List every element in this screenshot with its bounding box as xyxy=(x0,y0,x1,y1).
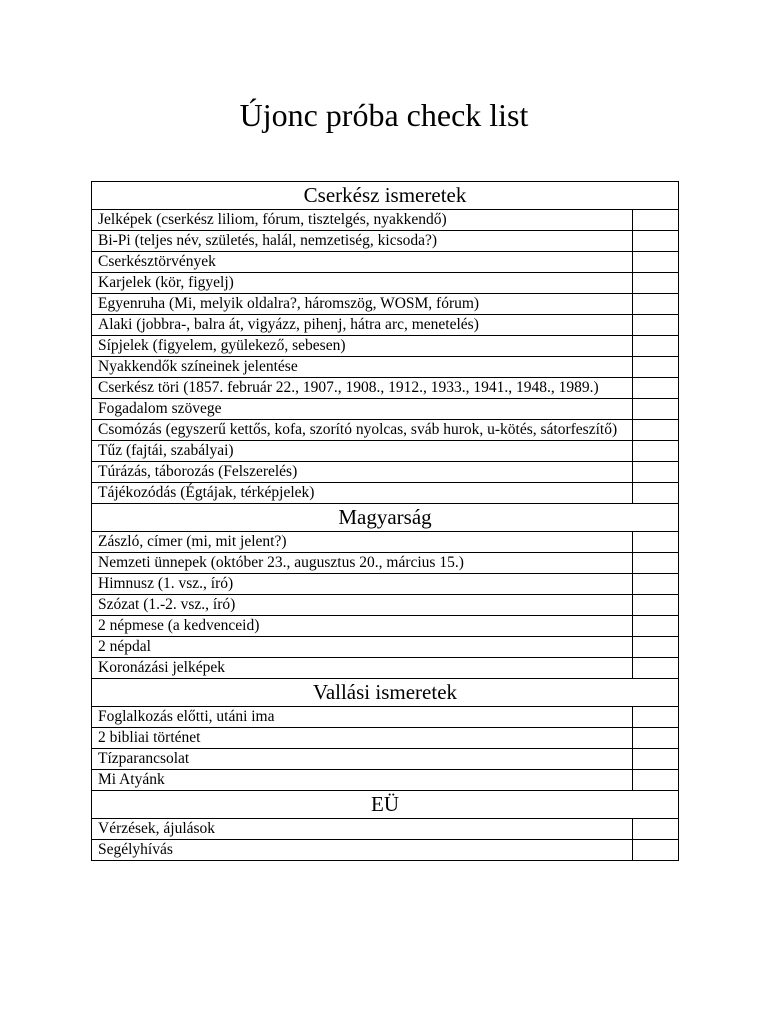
check-box[interactable] xyxy=(633,378,679,399)
check-box[interactable] xyxy=(633,749,679,770)
item-label: Bi-Pi (teljes név, születés, halál, nemzetiség, kicsoda?) xyxy=(92,231,633,252)
table-row xyxy=(92,728,679,749)
table-row xyxy=(92,315,679,336)
table-row xyxy=(92,294,679,315)
checklist-table xyxy=(91,181,679,861)
check-box[interactable] xyxy=(633,728,679,749)
check-box[interactable] xyxy=(633,616,679,637)
item-label: Tűz (fajtái, szabályai) xyxy=(92,441,633,462)
section-header-row xyxy=(92,679,679,707)
item-label: Túrázás, táborozás (Felszerelés) xyxy=(92,462,633,483)
check-box[interactable] xyxy=(633,483,679,504)
table-row xyxy=(92,399,679,420)
check-box[interactable] xyxy=(633,574,679,595)
check-box[interactable] xyxy=(633,770,679,791)
page-title: Újonc próba check list xyxy=(239,97,529,133)
check-box[interactable] xyxy=(633,819,679,840)
section-header-row xyxy=(92,504,679,532)
check-box[interactable] xyxy=(633,441,679,462)
check-box[interactable] xyxy=(633,273,679,294)
check-box[interactable] xyxy=(633,294,679,315)
item-label: 2 bibliai történet xyxy=(92,728,633,749)
item-label: 2 népdal xyxy=(92,637,633,658)
item-label: Nemzeti ünnepek (október 23., augusztus 20., március 15.) xyxy=(92,553,633,574)
item-label: Himnusz (1. vsz., író) xyxy=(92,574,633,595)
table-row xyxy=(92,595,679,616)
table-row xyxy=(92,532,679,553)
item-label: Vérzések, ájulások xyxy=(92,819,633,840)
table-row xyxy=(92,336,679,357)
check-box[interactable] xyxy=(633,840,679,861)
table-row xyxy=(92,210,679,231)
check-box[interactable] xyxy=(633,231,679,252)
check-box[interactable] xyxy=(633,658,679,679)
check-box[interactable] xyxy=(633,553,679,574)
item-label: Fogadalom szövege xyxy=(92,399,633,420)
table-row xyxy=(92,483,679,504)
item-label: Foglalkozás előtti, utáni ima xyxy=(92,707,633,728)
table-row xyxy=(92,574,679,595)
table-row xyxy=(92,616,679,637)
table-row xyxy=(92,231,679,252)
item-label: Alaki (jobbra-, balra át, vigyázz, pihenj, hátra arc, menetelés) xyxy=(92,315,633,336)
table-row xyxy=(92,749,679,770)
check-box[interactable] xyxy=(633,595,679,616)
table-row xyxy=(92,378,679,399)
check-box[interactable] xyxy=(633,420,679,441)
section-header-row xyxy=(92,791,679,819)
table-row xyxy=(92,770,679,791)
check-box[interactable] xyxy=(633,315,679,336)
check-box[interactable] xyxy=(633,336,679,357)
table-row xyxy=(92,819,679,840)
table-row xyxy=(92,707,679,728)
section-heading: EÜ xyxy=(92,791,679,819)
table-row xyxy=(92,637,679,658)
item-label: Karjelek (kör, figyelj) xyxy=(92,273,633,294)
item-label: Sípjelek (figyelem, gyülekező, sebesen) xyxy=(92,336,633,357)
check-box[interactable] xyxy=(633,399,679,420)
item-label: Szózat (1.-2. vsz., író) xyxy=(92,595,633,616)
section-heading: Cserkész ismeretek xyxy=(92,182,679,210)
section-heading: Magyarság xyxy=(92,504,679,532)
item-label: Cserkésztörvények xyxy=(92,252,633,273)
table-row xyxy=(92,462,679,483)
item-label: Egyenruha (Mi, melyik oldalra?, háromszög, WOSM, fórum) xyxy=(92,294,633,315)
table-row xyxy=(92,357,679,378)
item-label: Tájékozódás (Égtájak, térképjelek) xyxy=(92,483,633,504)
check-box[interactable] xyxy=(633,532,679,553)
item-label: Jelképek (cserkész liliom, fórum, tisztelgés, nyakkendő) xyxy=(92,210,633,231)
item-label: Cserkész töri (1857. február 22., 1907., 1908., 1912., 1933., 1941., 1948., 1989.) xyxy=(92,378,633,399)
item-label: Nyakkendők színeinek jelentése xyxy=(92,357,633,378)
table-row xyxy=(92,840,679,861)
table-row xyxy=(92,441,679,462)
table-row xyxy=(92,658,679,679)
check-box[interactable] xyxy=(633,252,679,273)
check-box[interactable] xyxy=(633,210,679,231)
item-label: Mi Atyánk xyxy=(92,770,633,791)
section-heading: Vallási ismeretek xyxy=(92,679,679,707)
check-box[interactable] xyxy=(633,637,679,658)
item-label: Tízparancsolat xyxy=(92,749,633,770)
item-label: Koronázási jelképek xyxy=(92,658,633,679)
item-label: Zászló, címer (mi, mit jelent?) xyxy=(92,532,633,553)
table-row xyxy=(92,420,679,441)
item-label: Segélyhívás xyxy=(92,840,633,861)
table-row xyxy=(92,273,679,294)
item-label: Csomózás (egyszerű kettős, kofa, szorító nyolcas, sváb hurok, u-kötés, sátorfeszítő) xyxy=(92,420,633,441)
check-box[interactable] xyxy=(633,462,679,483)
check-box[interactable] xyxy=(633,357,679,378)
item-label: 2 népmese (a kedvenceid) xyxy=(92,616,633,637)
table-row xyxy=(92,553,679,574)
section-header-row xyxy=(92,182,679,210)
check-box[interactable] xyxy=(633,707,679,728)
table-row xyxy=(92,252,679,273)
